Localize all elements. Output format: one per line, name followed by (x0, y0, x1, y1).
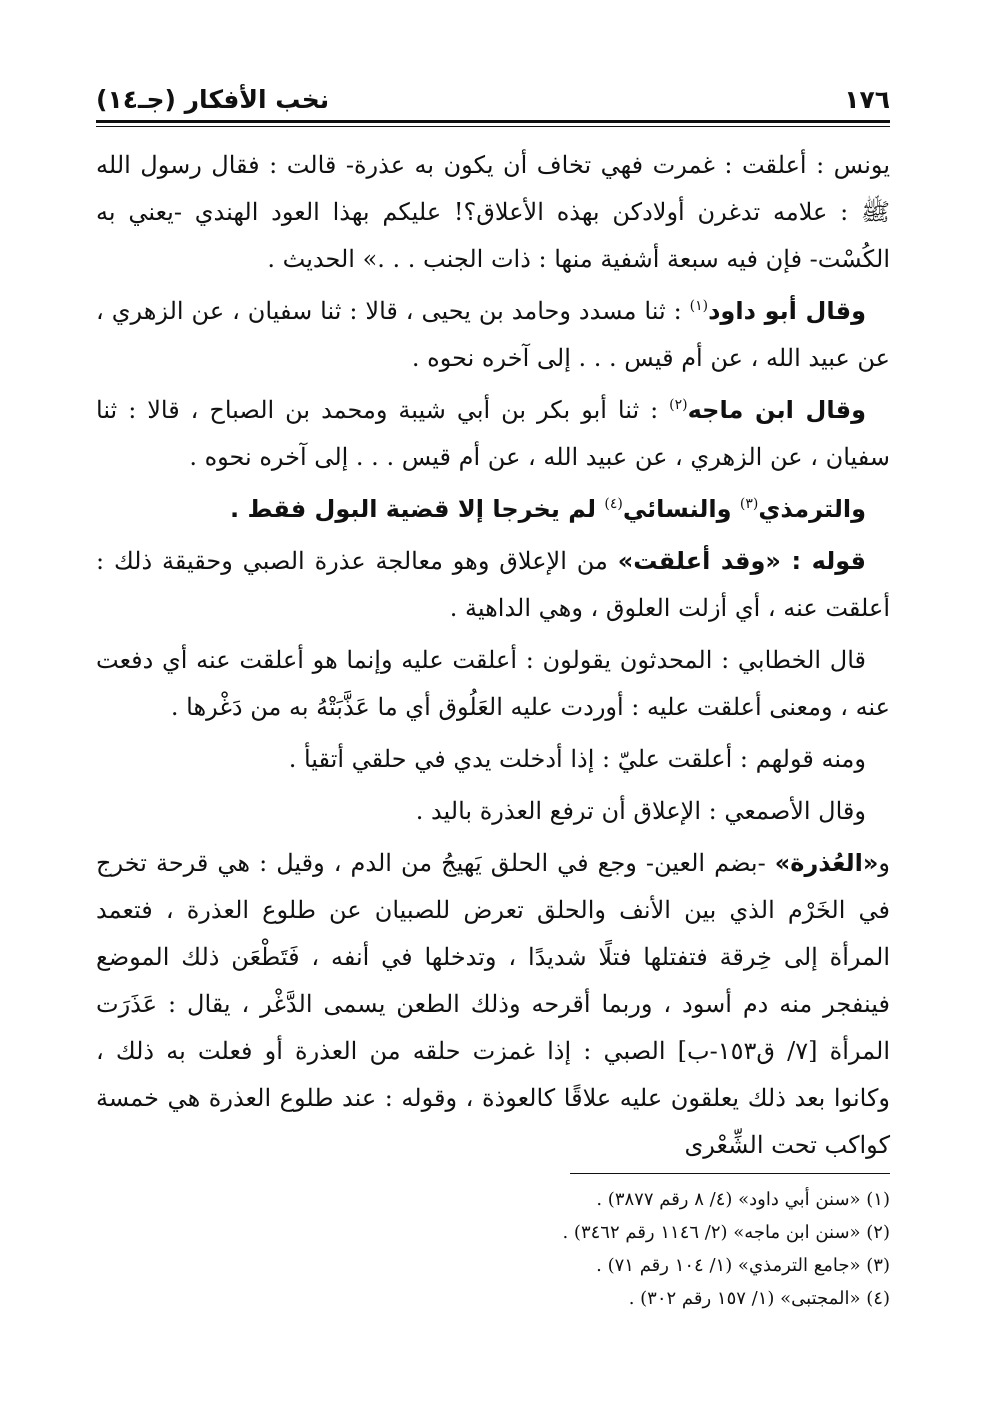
paragraph-8 (96, 788, 890, 835)
footnote-ref-1: (١) (689, 298, 709, 314)
paragraph-9-prefix: و (878, 849, 890, 877)
footnote-ref-2: (٢) (669, 397, 688, 413)
footnote-3: (٣) «جامع الترمذي» (١/ ١٠٤ رقم ٧١) . (596, 1255, 890, 1276)
paragraph-2-text: : ثنا مسدد وحامد بن يحيى ، قالا : ثنا سفيان ، عن الزهري ، عن عبيد الله ، عن أم قيس . . . إلى آخره نحوه . (96, 297, 890, 372)
paragraph-6 (96, 637, 890, 731)
footnote-1: (١) «سنن أبي داود» (٤/ ٨ رقم ٣٨٧٧) . (596, 1189, 890, 1210)
paragraph-8-text: وقال الأصمعي : الإعلاق أن ترفع العذرة باليد . (415, 797, 866, 825)
paragraph-5 (96, 538, 890, 632)
nasai-label: والنسائي (622, 495, 740, 523)
book-title: نخب الأفكار (جـ١٤) (96, 85, 330, 114)
tirmidhi-label: والترمذي (758, 495, 866, 523)
paragraph-6-text: قال الخطابي : المحدثون يقولون : أعلقت عليه وإنما هو أعلقت عنه أي دفعت عنه ، ومعنى أعلقت عليه : أوردت عليه العَلُوق أي ما عَذَّبَتْهُ به من دَغْرها . (96, 646, 890, 721)
quote-lead-udhra: «العُذرة» (774, 849, 879, 877)
paragraph-7 (96, 736, 890, 783)
paragraph-2 (96, 288, 890, 382)
paragraph-1 (96, 142, 890, 283)
paragraph-5-text: من الإعلاق وهو معالجة عذرة الصبي وحقيقة ذلك : أعلقت عنه ، أي أزلت العلوق ، وهي الداهية . (96, 547, 890, 622)
footnote-separator (570, 1173, 890, 1174)
paragraph-3-text: : ثنا أبو بكر بن أبي شيبة ومحمد بن الصباح ، قالا : ثنا سفيان ، عن الزهري ، عن عبيد الله ، عن أم قيس . . . إلى آخره نحوه . (96, 396, 890, 471)
footnote-ref-3: (٣) (739, 496, 759, 512)
page-number: ١٧٦ (844, 85, 890, 114)
paragraph-4 (96, 486, 890, 533)
header-rule-thick (96, 120, 890, 123)
paragraph-9-text: -بضم العين- وجع في الحلق يَهيجُ من الدم ، وقيل : هي قرحة تخرج في الخَرْم الذي بين الأنف والحلق تعرض للصبيان عن طلوع العذرة ، فتعمد المرأة إلى خِرقة فتفتلها فتلًا شديدًا ، وتدخلها في أنفه ، فَتَطْعَن ذلك الموضع فينفجر منه دم أسود ، وربما أقرحه وذلك الطعن يسمى الدَّغْر ، يقال : عَذَرَت المرأة [٧/ ق١٥٣-ب] الصبي : إذا غمزت حلقه من العذرة أو فعلت به ذلك ، وكانوا بعد ذلك يعلقون عليه علاقًا كالعوذة ، وقوله : عند طلوع العذرة هي خمسة كواكب تحت الشِّعْرى (96, 849, 890, 1159)
quote-lead-alaqat: قوله : «وقد أعلقت» (617, 547, 866, 575)
header-rule-thin (96, 126, 890, 127)
speaker-ibn-majah: وقال ابن ماجه (687, 396, 867, 424)
paragraph-7-text: ومنه قولهم : أعلقت عليّ : إذا أدخلت يدي في حلقي أتقيأ . (288, 745, 866, 773)
paragraph-4-tail: لم يخرجا إلا قضية البول فقط . (230, 495, 605, 523)
paragraph-3 (96, 387, 890, 481)
main-text (96, 142, 890, 1174)
page-header (96, 74, 890, 114)
paragraph-1-text: يونس : أعلقت : غمرت فهي تخاف أن يكون به عذرة- قالت : فقال رسول الله ﷺ : علامه تدغرن أولادكن بهذه الأعلاق؟! عليكم بهذا العود الهندي -يعني به الكُسْت- فإن فيه سبعة أشفية منها : ذات الجنب . . .» الحديث . (96, 151, 890, 273)
footnote-ref-4: (٤) (604, 496, 623, 512)
speaker-abu-dawud: وقال أبو داود (708, 297, 866, 325)
footnote-2: (٢) «سنن ابن ماجه» (٢/ ١١٤٦ رقم ٣٤٦٢) . (562, 1222, 890, 1243)
footnote-4: (٤) «المجتبى» (١/ ١٥٧ رقم ٣٠٢) . (628, 1288, 890, 1309)
paragraph-9 (96, 840, 890, 1169)
footnotes (96, 1183, 890, 1315)
